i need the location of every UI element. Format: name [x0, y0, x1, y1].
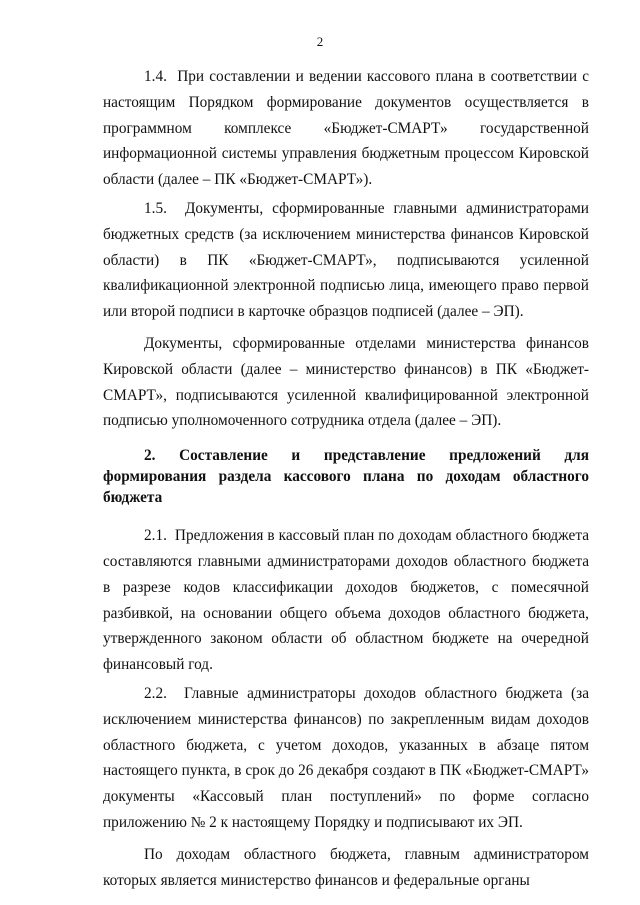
section-2-heading: 2. Составление и представление предложений для формирования раздела кассового плана по доходам областного бюджета — [103, 447, 589, 507]
paragraph-2-2: 2.2. Главные администраторы доходов областного бюджета (за исключением министерства финансов) по закрепленным видам доходов областного бюджета, с учетом доходов, указанных в абзаце пятом настоящего пункта, в срок до 26 декабря создают в ПК «Бюджет-СМАРТ» документы «Кассовый план поступлений» по форме согласно приложению № 2 к настоящему Порядку и подписывают их ЭП. — [103, 684, 589, 831]
paragraph-2-2-continued: По доходам областного бюджета, главным администратором которых является министерство финансов и федеральные органы — [103, 845, 589, 889]
paragraph-1-5: 1.5. Документы, сформированные главными администраторами бюджетных средств (за исключением министерства финансов Кировской области) в ПК «Бюджет-СМАРТ», подписываются усиленной квалификационной электронной подписью лица, имеющего право первой или второй подписи в карточке образцов подписей (далее – ЭП). — [103, 199, 589, 321]
document-body — [103, 64, 589, 893]
paragraph-1-5-continued: Документы, сформированные отделами министерства финансов Кировской области (далее – министерство финансов) в ПК «Бюджет-СМАРТ», подписываются усиленной квалифицированной электронной подписью уполномоченного сотрудника отдела (далее – ЭП). — [103, 334, 589, 430]
paragraph-2-1: 2.1. Предложения в кассовый план по доходам областного бюджета составляются главными администраторами доходов областного бюджета в разрезе кодов классификации доходов бюджетов, с помесячной разбивкой, на основании общего объема доходов областного бюджета, утвержденного законом области об областном бюджете на очередной финансовый год. — [103, 527, 589, 674]
paragraph-1-4: 1.4. При составлении и ведении кассового плана в соответствии с настоящим Порядком формирование документов осуществляется в программном комплексе «Бюджет-СМАРТ» государственной информационной системы управления бюджетным процессом Кировской области (далее – ПК «Бюджет-СМАРТ»). — [103, 68, 589, 189]
page-number: 2 — [316, 34, 324, 49]
